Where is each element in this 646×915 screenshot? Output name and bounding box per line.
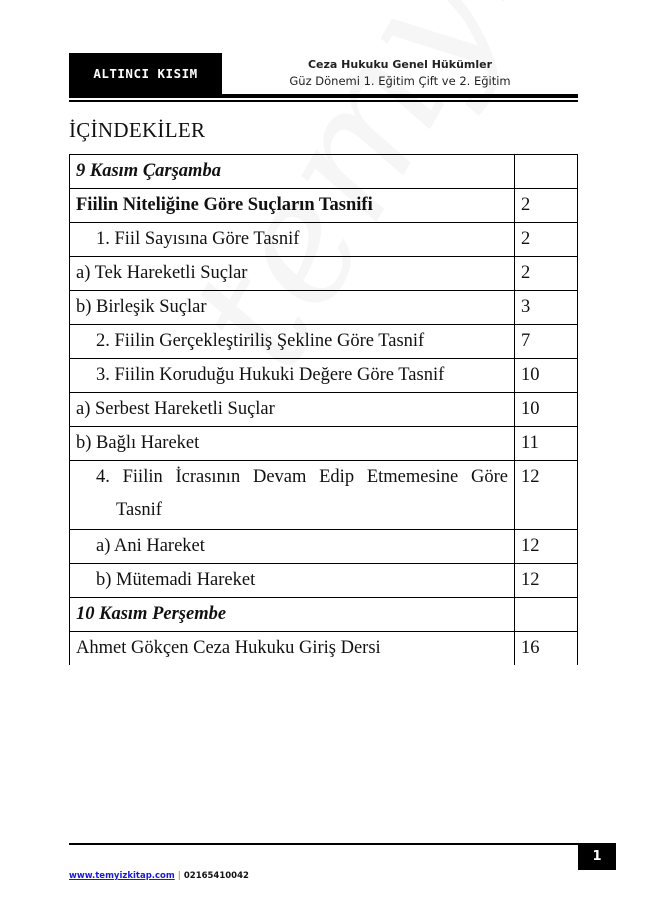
toc-entry-page: 12 xyxy=(515,530,578,564)
toc-entry-page: 2 xyxy=(515,223,578,257)
toc-entry-page: 2 xyxy=(515,257,578,291)
toc-entry-text: 4. Fiilin İcrasının Devam Edip Etmemesine Göre Tasnif xyxy=(96,467,508,520)
toc-entry-title: 1. Fiil Sayısına Göre Tasnif xyxy=(70,223,515,257)
toc-entry-title: a) Serbest Hareketli Suçlar xyxy=(70,393,515,427)
toc-entry-page: 10 xyxy=(515,359,578,393)
phone-number: 02165410042 xyxy=(183,871,249,881)
toc-entry-page: 12 xyxy=(515,564,578,598)
toc-entry-title xyxy=(70,461,515,530)
toc-row[interactable] xyxy=(70,359,578,393)
toc-row[interactable] xyxy=(70,325,578,359)
toc-entry-page: 11 xyxy=(515,427,578,461)
header-divider-thick xyxy=(69,94,578,98)
toc-row[interactable] xyxy=(70,223,578,257)
toc-row[interactable] xyxy=(70,427,578,461)
toc-entry-page: 10 xyxy=(515,393,578,427)
toc-entry-title: 10 Kasım Perşembe xyxy=(70,598,515,632)
toc-row[interactable] xyxy=(70,564,578,598)
website-link[interactable]: www.temyizkitap.com xyxy=(69,871,175,881)
toc-entry-title: a) Ani Hareket xyxy=(70,530,515,564)
toc-entry-title: a) Tek Hareketli Suçlar xyxy=(70,257,515,291)
header-divider-thin xyxy=(69,100,578,102)
toc-entry-title: 2. Fiilin Gerçekleştiriliş Şekline Göre Tasnif xyxy=(70,325,515,359)
section-label-box xyxy=(69,53,222,94)
toc-entry-page: 12 xyxy=(515,461,578,530)
section-label: ALTINCI KISIM xyxy=(93,66,198,81)
toc-entry-page xyxy=(515,155,578,189)
toc-entry-title: b) Bağlı Hareket xyxy=(70,427,515,461)
toc-row[interactable] xyxy=(70,393,578,427)
toc-entry-page xyxy=(515,598,578,632)
header-subtitle: Güz Dönemi 1. Eğitim Çift ve 2. Eğitim xyxy=(289,74,511,88)
toc-entry-page: 2 xyxy=(515,189,578,223)
toc-entry-page: 16 xyxy=(515,632,578,666)
toc-row[interactable] xyxy=(70,189,578,223)
toc-entry-title: b) Birleşik Suçlar xyxy=(70,291,515,325)
toc-row[interactable] xyxy=(70,257,578,291)
toc-row[interactable] xyxy=(70,530,578,564)
toc-entry-title: b) Mütemadi Hareket xyxy=(70,564,515,598)
footer-divider xyxy=(69,843,578,845)
toc-row[interactable] xyxy=(70,598,578,632)
footer-contact xyxy=(69,871,249,881)
toc-row[interactable] xyxy=(70,155,578,189)
toc-row[interactable] xyxy=(70,632,578,666)
toc-entry-page: 7 xyxy=(515,325,578,359)
header-title: Ceza Hukuku Genel Hükümler xyxy=(307,58,493,71)
toc-table xyxy=(69,154,578,665)
page-number-box xyxy=(578,843,616,870)
footer-separator: | xyxy=(177,871,181,881)
toc-entry-title: 9 Kasım Çarşamba xyxy=(70,155,515,189)
toc-row[interactable] xyxy=(70,291,578,325)
toc-entry-title: Fiilin Niteliğine Göre Suçların Tasnifi xyxy=(70,189,515,223)
toc-entry-page: 3 xyxy=(515,291,578,325)
page-number: 1 xyxy=(592,849,602,864)
toc-title: İÇİNDEKİLER xyxy=(69,118,206,142)
toc-entry-title: Ahmet Gökçen Ceza Hukuku Giriş Dersi xyxy=(70,632,515,666)
toc-row[interactable] xyxy=(70,461,578,530)
toc-entry-title: 3. Fiilin Koruduğu Hukuki Değere Göre Tasnif xyxy=(70,359,515,393)
